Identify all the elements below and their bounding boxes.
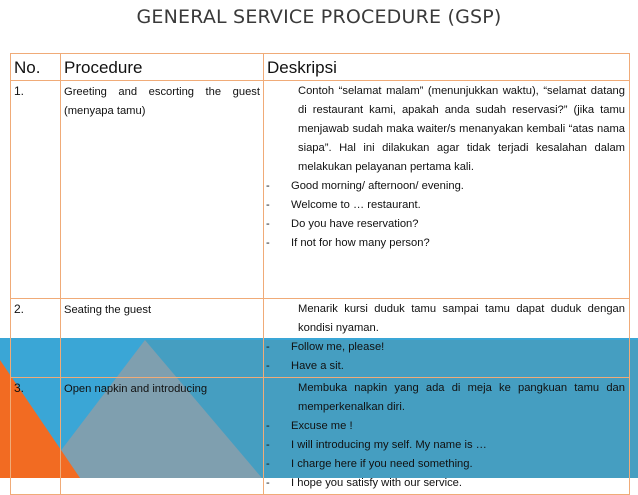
bullet-item bbox=[266, 177, 625, 196]
bullet-text: I charge here if you need something. bbox=[291, 458, 473, 470]
header-no: No. bbox=[11, 54, 61, 81]
bullet-item bbox=[266, 215, 625, 234]
table-row bbox=[11, 81, 630, 299]
bullet-text: Do you have reservation? bbox=[291, 218, 419, 230]
bullet-text: If not for how many person? bbox=[291, 237, 430, 249]
bullet-text: Good morning/ afternoon/ evening. bbox=[291, 180, 464, 192]
row-number: 3. bbox=[11, 378, 61, 495]
bullet-item bbox=[266, 474, 625, 493]
bullet-marker: - bbox=[266, 199, 270, 211]
description-cell bbox=[264, 81, 630, 299]
bullet-marker: - bbox=[266, 420, 270, 432]
bullet-item bbox=[266, 234, 625, 253]
table-header-row bbox=[11, 54, 630, 81]
bullet-item bbox=[266, 338, 625, 357]
bullet-text: Excuse me ! bbox=[291, 420, 353, 432]
description-text: Membuka napkin yang ada di meja ke pangkuan tamu dan memperkenalkan diri. bbox=[298, 382, 625, 413]
bullet-item bbox=[266, 455, 625, 474]
row-number: 1. bbox=[11, 81, 61, 299]
bullet-marker: - bbox=[266, 439, 270, 451]
bullet-item bbox=[266, 196, 625, 215]
description-text: Menarik kursi duduk tamu sampai tamu dapat duduk dengan kondisi nyaman. bbox=[298, 303, 625, 334]
row-number: 2. bbox=[11, 299, 61, 378]
gsp-table bbox=[10, 53, 630, 495]
bullet-marker: - bbox=[266, 218, 270, 230]
description-cell bbox=[264, 299, 630, 378]
description-cell bbox=[264, 378, 630, 495]
procedure-cell: Greeting and escorting the guest (menyapa tamu) bbox=[61, 81, 264, 299]
table-row bbox=[11, 378, 630, 495]
bullet-marker: - bbox=[266, 180, 270, 192]
table-row bbox=[11, 299, 630, 378]
bullet-marker: - bbox=[266, 477, 270, 489]
bullet-item bbox=[266, 436, 625, 455]
bullet-text: I will introducing my self. My name is … bbox=[291, 439, 487, 451]
bullet-text: I hope you satisfy with our service. bbox=[291, 477, 462, 489]
procedure-cell: Open napkin and introducing bbox=[61, 378, 264, 495]
procedure-cell: Seating the guest bbox=[61, 299, 264, 378]
description-text: Contoh “selamat malam” (menunjukkan waktu), “selamat datang di restaurant kami, apakah anda sudah reservasi?” (jika tamu menjawab sudah maka waiter/s menanyakan kembali “atas nama siapa”. Hal ini dilakukan agar tidak terjadi kesalahan dalam melakukan pelayanan pertama kali. bbox=[298, 85, 625, 173]
bullet-item bbox=[266, 357, 625, 376]
bullet-marker: - bbox=[266, 237, 270, 249]
header-procedure: Procedure bbox=[61, 54, 264, 81]
bullet-marker: - bbox=[266, 458, 270, 470]
bullet-text: Welcome to … restaurant. bbox=[291, 199, 421, 211]
header-description: Deskripsi bbox=[264, 54, 630, 81]
bullet-text: Have a sit. bbox=[291, 360, 344, 372]
bullet-item bbox=[266, 417, 625, 436]
bullet-text: Follow me, please! bbox=[291, 341, 385, 353]
bullet-marker: - bbox=[266, 360, 270, 372]
slide-title: GENERAL SERVICE PROCEDURE (GSP) bbox=[136, 6, 502, 28]
bullet-marker: - bbox=[266, 341, 270, 353]
